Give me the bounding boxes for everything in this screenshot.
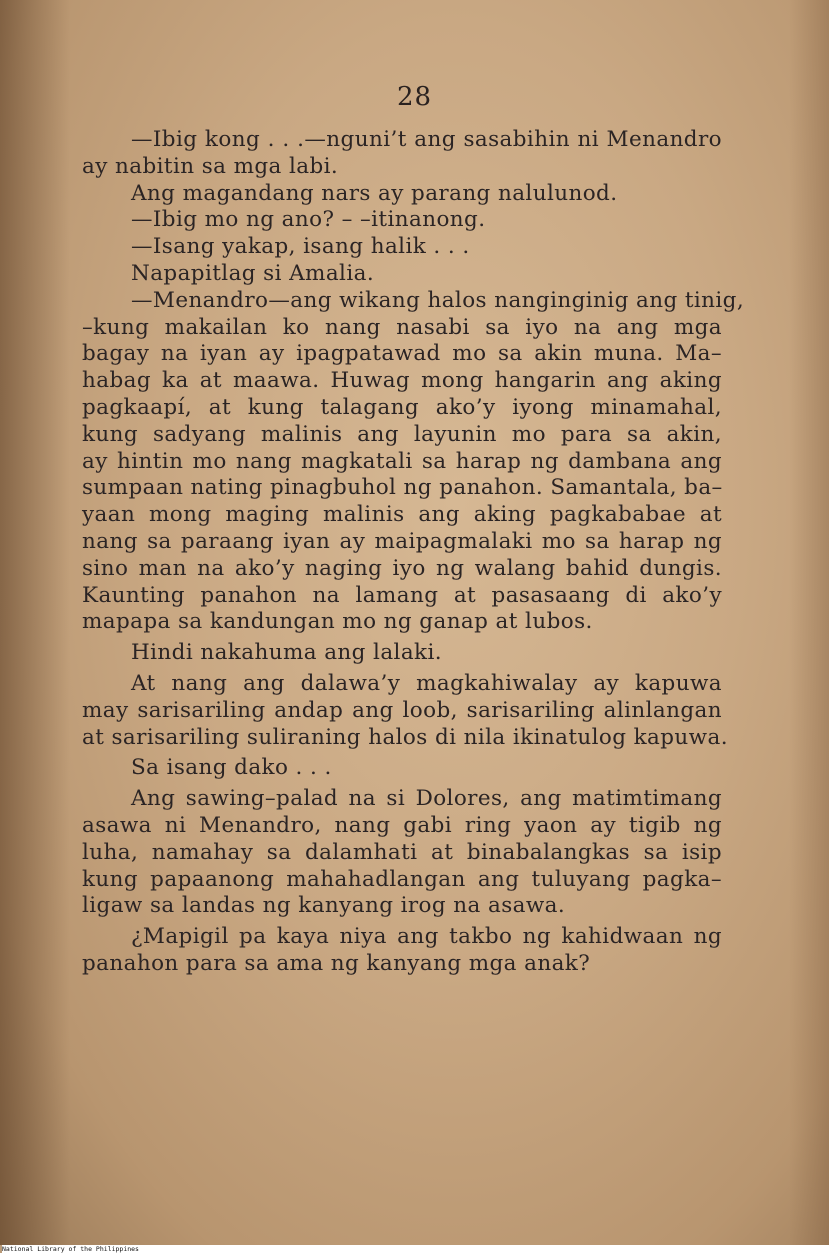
text-line: ay nabitin sa mga labi.	[82, 153, 339, 179]
text-line: —Isang yakap, isang halik . . .	[131, 234, 470, 260]
text-line: Napapitlag si Amalia.	[131, 260, 375, 286]
text-line: panahon para sa ama ng kanyang mga anak?	[82, 950, 591, 976]
text-line: luha, namahay sa dalamhati at binabalangkas sa isip	[82, 839, 722, 865]
library-credit: National Library of the Philippines	[2, 1245, 829, 1253]
text-line: At nang ang dalawa’y magkahiwalay ay kapuwa	[131, 670, 722, 696]
text-line: bagay na iyan ay ipagpatawad mo sa akin muna. Ma–	[82, 341, 722, 367]
text-line: sumpaan nating pinagbuhol ng panahon. Samantala, ba–	[82, 475, 723, 501]
text-line: –kung makailan ko nang nasabi sa iyo na ang mga	[82, 314, 722, 340]
text-line: —Ibig mo ng ano? – –itinanong.	[131, 207, 486, 233]
text-line: nang sa paraang iyan ay maipagmalaki mo sa harap ng	[82, 528, 722, 554]
text-line: sino man na ako’y naging iyo ng walang bahid dungis.	[82, 555, 722, 581]
text-line: habag ka at maawa. Huwag mong hangarin ang aking	[82, 368, 722, 394]
text-line: at sarisariling suliraning halos di nila ikinatulog kapuwa.	[82, 724, 728, 750]
text-line: pagkaapí, at kung talagang ako’y iyong minamahal,	[82, 394, 722, 420]
text-line: ¿Mapigil pa kaya niya ang takbo ng kahidwaan ng	[131, 924, 722, 950]
text-line: —Ibig kong . . .—nguni’t ang sasabihin ni Menandro	[131, 127, 722, 152]
text-line: may sarisariling andap ang loob, sarisariling alinlangan	[82, 697, 722, 723]
page-number: 28	[396, 82, 433, 112]
text-line: Sa isang dako . . .	[131, 755, 332, 781]
text-line: ligaw sa landas ng kanyang irog na asawa.	[82, 893, 566, 919]
text-line: yaan mong maging malinis ang aking pagkababae at	[82, 502, 722, 528]
text-line: —Menandro—ang wikang halos nanginginig ang tinig,	[131, 287, 745, 313]
body-text	[82, 127, 745, 978]
text-line: kung papaanong mahahadlangan ang tuluyang pagka–	[82, 866, 722, 892]
text-line: asawa ni Menandro, nang gabi ring yaon ay tigib ng	[82, 812, 722, 838]
text-line: ay hintin mo nang magkatali sa harap ng dambana ang	[82, 448, 722, 474]
text-line: mapapa sa kandungan mo ng ganap at lubos.	[82, 609, 593, 635]
text-line: Kaunting panahon na lamang at pasasaang di ako’y	[82, 582, 722, 608]
text-line: Ang sawing–palad na si Dolores, ang matimtimang	[131, 786, 722, 812]
text-line: Ang magandang nars ay parang nalulunod.	[131, 180, 618, 206]
text-line: kung sadyang malinis ang layunin mo para sa akin,	[82, 421, 722, 447]
text-line: Hindi nakahuma ang lalaki.	[131, 640, 442, 666]
